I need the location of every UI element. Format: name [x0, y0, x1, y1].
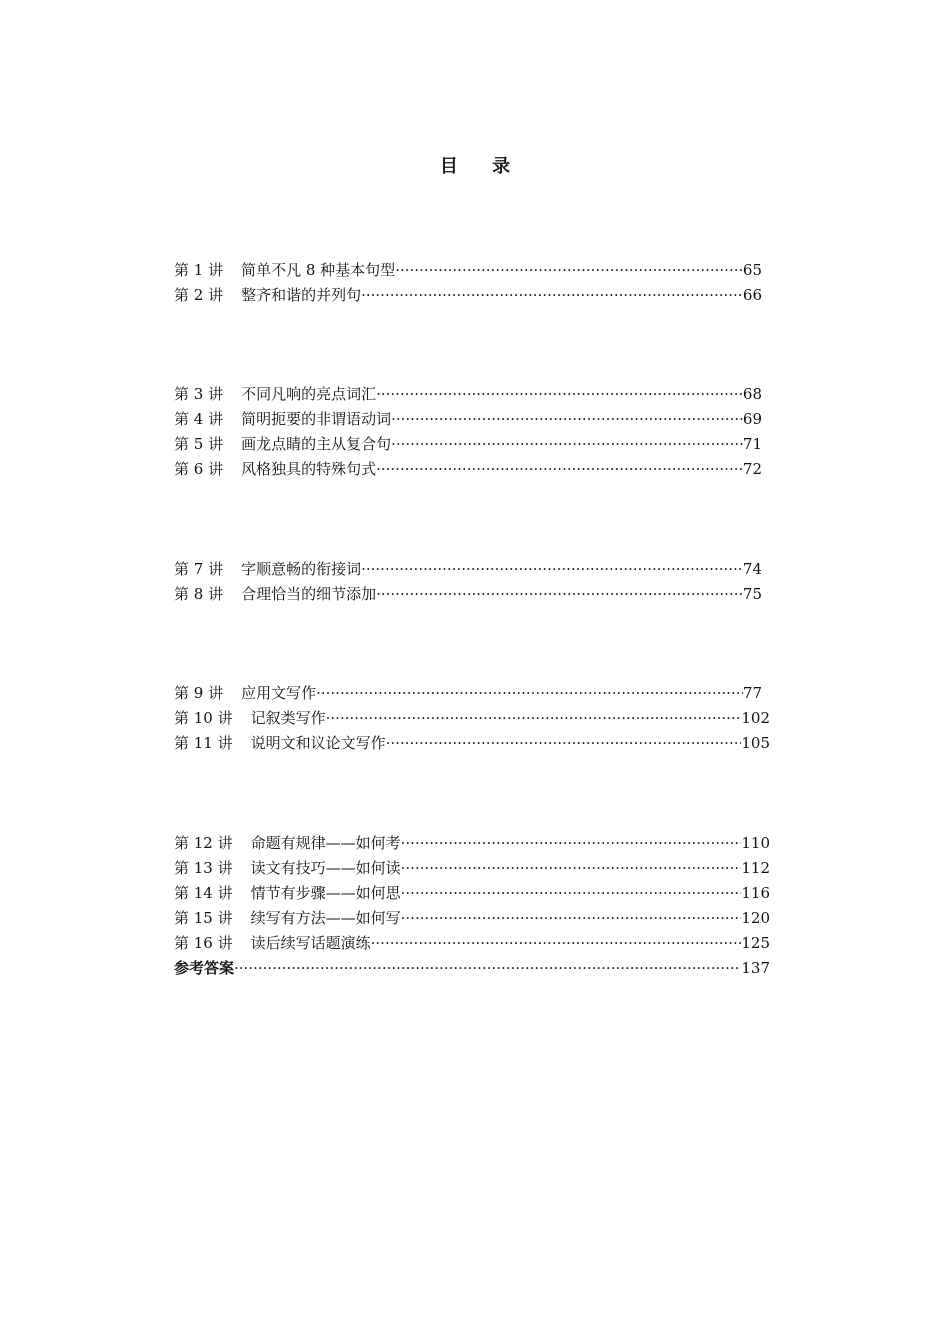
toc-entry[interactable]	[174, 681, 762, 706]
toc-entry[interactable]	[174, 831, 770, 856]
page-number: 102	[741, 709, 770, 727]
lecture-title: 记叙类写作	[250, 709, 326, 727]
lecture-number: 第 9 讲	[174, 684, 224, 702]
page-title: 目 录	[439, 156, 525, 177]
toc-entry[interactable]	[174, 582, 762, 607]
lecture-number: 第 8 讲	[174, 585, 224, 603]
toc-entry[interactable]	[174, 706, 770, 731]
lecture-number: 第 13 讲	[174, 859, 233, 877]
lecture-number: 第 12 讲	[174, 834, 233, 852]
toc-entry[interactable]	[174, 557, 762, 582]
page-number: 112	[741, 859, 770, 877]
page-number: 68	[742, 385, 762, 403]
dot-leader	[376, 582, 743, 607]
lecture-number: 第 5 讲	[174, 435, 224, 453]
lecture-number: 第 4 讲	[174, 410, 224, 428]
page-number: 110	[741, 834, 770, 852]
toc-entry-answers[interactable]	[174, 956, 770, 981]
lecture-title: 不同凡响的亮点词汇	[241, 385, 377, 403]
page-number: 105	[741, 734, 770, 752]
dot-leader	[395, 258, 743, 283]
dot-leader	[391, 432, 743, 457]
dot-leader	[326, 706, 742, 731]
page-number: 65	[742, 261, 762, 279]
page-number: 120	[741, 909, 770, 927]
lecture-title: 简明扼要的非谓语动词	[241, 410, 392, 428]
page-number: 69	[742, 410, 762, 428]
dot-leader	[401, 906, 742, 931]
dot-leader	[376, 457, 743, 482]
page-number: 74	[742, 560, 762, 578]
toc-entry[interactable]	[174, 432, 762, 457]
page-number: 137	[741, 959, 770, 977]
lecture-title: 读后续写话题演练	[250, 934, 371, 952]
toc-entry[interactable]	[174, 931, 770, 956]
lecture-title: 画龙点睛的主从复合句	[241, 435, 392, 453]
page-number: 75	[742, 585, 762, 603]
lecture-number: 第 16 讲	[174, 934, 233, 952]
dot-leader	[316, 681, 743, 706]
dot-leader	[361, 557, 743, 582]
page-number: 66	[742, 286, 762, 304]
page-number: 71	[742, 435, 762, 453]
lecture-title: 合理恰当的细节添加	[241, 585, 377, 603]
answers-label: 参考答案	[174, 959, 235, 977]
lecture-number: 第 10 讲	[174, 709, 233, 727]
toc-entry[interactable]	[174, 856, 770, 881]
lecture-title: 风格独具的特殊句式	[241, 460, 377, 478]
dot-leader	[401, 856, 742, 881]
lecture-title: 字顺意畅的衔接词	[241, 560, 362, 578]
lecture-title: 整齐和谐的并列句	[241, 286, 362, 304]
lecture-number: 第 15 讲	[174, 909, 233, 927]
lecture-number: 第 1 讲	[174, 261, 224, 279]
toc-entry[interactable]	[174, 457, 762, 482]
toc-entry[interactable]	[174, 906, 770, 931]
dot-leader	[401, 881, 742, 906]
dot-leader	[361, 283, 743, 308]
dot-leader	[401, 831, 742, 856]
lecture-number: 第 11 讲	[174, 734, 233, 752]
page-number: 72	[742, 460, 762, 478]
lecture-title: 读文有技巧——如何读	[250, 859, 401, 877]
lecture-number: 第 6 讲	[174, 460, 224, 478]
dot-leader	[371, 931, 742, 956]
lecture-number: 第 2 讲	[174, 286, 224, 304]
toc-entry[interactable]	[174, 283, 762, 308]
lecture-title: 命题有规律——如何考	[250, 834, 401, 852]
lecture-title: 应用文写作	[241, 684, 317, 702]
toc-entry[interactable]	[174, 258, 762, 283]
lecture-number: 第 7 讲	[174, 560, 224, 578]
dot-leader	[391, 407, 743, 432]
page-number: 116	[741, 884, 770, 902]
toc-entry[interactable]	[174, 881, 770, 906]
lecture-number: 第 3 讲	[174, 385, 224, 403]
dot-leader	[376, 382, 743, 407]
page-number: 77	[742, 684, 762, 702]
dot-leader	[386, 731, 742, 756]
dot-leader	[234, 956, 741, 981]
lecture-number: 第 14 讲	[174, 884, 233, 902]
toc-entry[interactable]	[174, 731, 770, 756]
lecture-title: 简单不凡 8 种基本句型	[241, 261, 396, 279]
page-number: 125	[741, 934, 770, 952]
toc-entry[interactable]	[174, 407, 762, 432]
lecture-title: 说明文和议论文写作	[250, 734, 386, 752]
toc-entry[interactable]	[174, 382, 762, 407]
lecture-title: 情节有步骤——如何思	[250, 884, 401, 902]
lecture-title: 续写有方法——如何写	[250, 909, 401, 927]
